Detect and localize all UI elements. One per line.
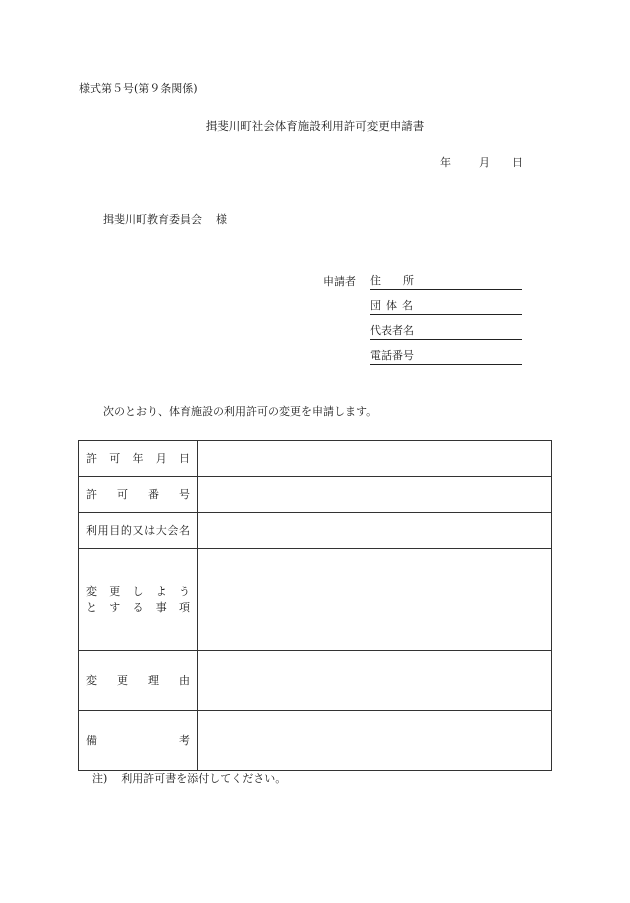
input-cell-permit-number[interactable] xyxy=(198,477,552,513)
recipient xyxy=(103,214,227,225)
input-cell-reason[interactable] xyxy=(198,651,552,711)
row-label-permit-number: 許 可 番 号 xyxy=(86,488,190,501)
footnote-text: 利用許可書を添付してください。 xyxy=(121,772,287,785)
footnote-marker: 注) xyxy=(92,772,108,785)
application-table xyxy=(78,440,552,771)
row-label-remarks: 備 考 xyxy=(86,734,190,747)
table-row xyxy=(79,441,552,477)
representative-field-label: 代表者名 xyxy=(370,324,414,337)
table-row xyxy=(79,651,552,711)
representative-field[interactable] xyxy=(370,325,522,340)
label-cell xyxy=(79,651,198,711)
phone-field[interactable] xyxy=(370,350,522,365)
row-label-changes-line1: 変 更 し よ う xyxy=(86,585,190,598)
table-row xyxy=(79,711,552,771)
input-cell-changes[interactable] xyxy=(198,549,552,651)
label-cell xyxy=(79,441,198,477)
label-cell xyxy=(79,549,198,651)
applicant-label: 申請者 xyxy=(323,275,356,288)
date-year-label: 年 xyxy=(440,156,451,169)
recipient-honorific: 様 xyxy=(216,213,227,226)
label-cell xyxy=(79,477,198,513)
group-name-field-label: 団体名 xyxy=(370,299,418,312)
label-cell xyxy=(79,711,198,771)
row-label-reason: 変 更 理 由 xyxy=(86,674,190,687)
row-label-changes-line2: と す る 事 項 xyxy=(86,601,190,614)
date-month-label: 月 xyxy=(479,156,490,169)
intro-text: 次のとおり、体育施設の利用許可の変更を申請します。 xyxy=(103,405,378,418)
group-name-field[interactable] xyxy=(370,300,522,315)
phone-field-label: 電話番号 xyxy=(370,349,414,362)
date-day-label: 日 xyxy=(512,156,523,169)
row-label-permit-date: 許 可 年 月 日 xyxy=(86,452,190,465)
address-field-label: 住所 xyxy=(370,274,436,287)
table-row xyxy=(79,549,552,651)
table-row xyxy=(79,477,552,513)
table-row xyxy=(79,513,552,549)
document-title: 揖斐川町社会体育施設利用許可変更申請書 xyxy=(205,119,425,133)
input-cell-permit-date[interactable] xyxy=(198,441,552,477)
form-number: 様式第５号(第９条関係) xyxy=(79,82,198,95)
label-cell xyxy=(79,513,198,549)
footnote xyxy=(92,773,286,784)
input-cell-remarks[interactable] xyxy=(198,711,552,771)
address-field[interactable] xyxy=(370,275,522,290)
row-label-purpose: 利 用 目 的 又 は 大 会 名 xyxy=(86,524,190,537)
input-cell-purpose[interactable] xyxy=(198,513,552,549)
recipient-name: 揖斐川町教育委員会 xyxy=(103,213,202,226)
